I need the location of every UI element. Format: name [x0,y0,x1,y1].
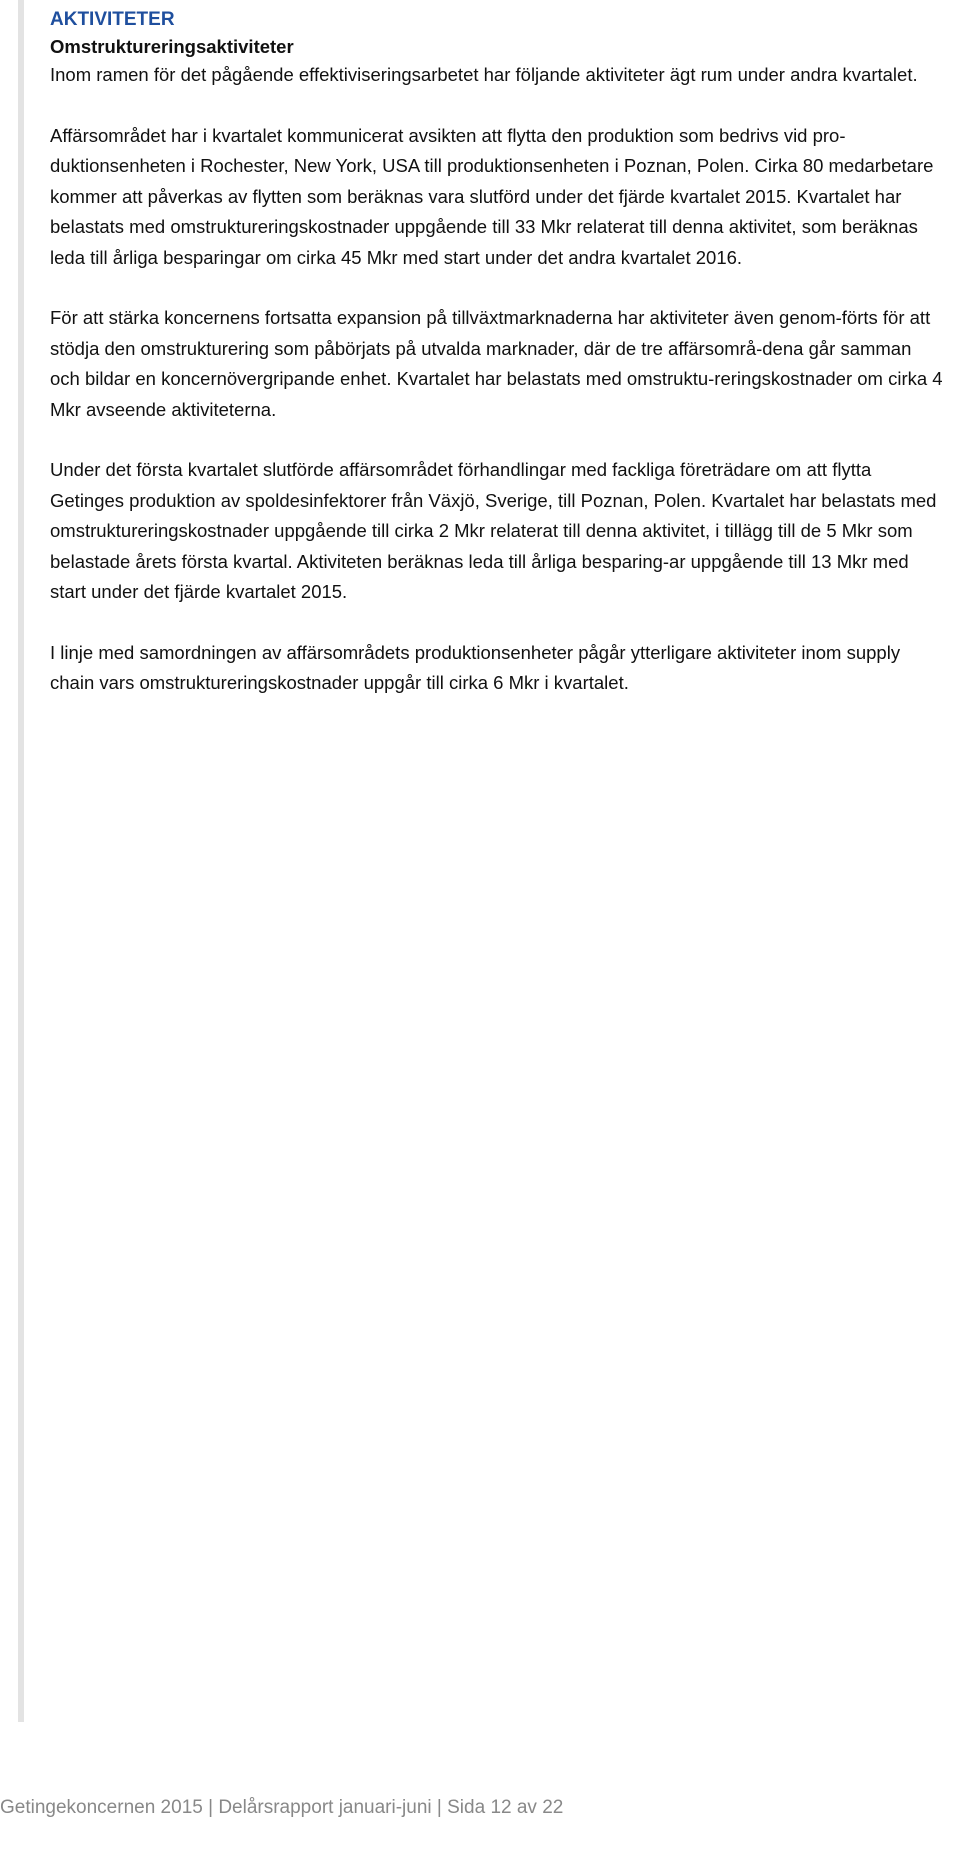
paragraph-vaxjo: Under det första kvartalet slutförde affärsområdet förhandlingar med fackliga företrädare om att flytta Getinges produktion av spoldesinfektorer från Växjö, Sverige, till Poznan, Polen. Kvartalet har belastats med omstruktureringskostnader uppgående till cirka 2 Mkr relaterat till denna aktivitet, i tillägg till de 5 Mkr som belastade årets första kvartal. Aktiviteten beräknas leda till årliga besparing-ar uppgående till 13 Mkr med start under det fjärde kvartalet 2015. [50,459,937,602]
sub-title: Omstruktureringsaktiviteter [50,36,294,57]
page-footer: Getingekoncernen 2015 | Delårsrapport januari-juni | Sida 12 av 22 [0,1797,564,1818]
paragraph-growth-markets: För att stärka koncernens fortsatta expansion på tillväxtmarknaderna har aktiviteter även genom-förts för att stödja den omstrukturering som påbörjats på utvalda marknader, där de tre affärsområ-dena går samman och bildar en koncernövergripande enhet. Kvartalet har belastats med omstruktu-reringskostnader om cirka 4 Mkr avseende aktiviteterna. [50,307,943,420]
paragraph-supply-chain: I linje med samordningen av affärsområdets produktionsenheter pågår ytterligare aktiviteter inom supply chain vars omstruktureringskostnader uppgår till cirka 6 Mkr i kvartalet. [50,641,901,693]
left-margin-rule [18,0,24,1722]
paragraph-intro: Inom ramen för det pågående effektiviseringsarbetet har följande aktiviteter ägt rum under andra kvartalet. [50,64,918,85]
section-title: AKTIVITETER [50,9,175,30]
paragraph-rochester: Affärsområdet har i kvartalet kommunicerat avsikten att flytta den produktion som bedrivs vid pro-duktionsenheten i Rochester, New York, USA till produktionsenheten i Poznan, Polen. Cirka 80 medarbetare kommer att påverkas av flytten som beräknas vara slutförd under det fjärde kvartalet 2015. Kvartalet har belastats med omstruktureringskostnader uppgående till 33 Mkr relaterat till denna aktivitet, som beräknas leda till årliga besparingar om cirka 45 Mkr med start under det andra kvartalet 2016. [50,124,934,268]
page-content [50,8,945,729]
